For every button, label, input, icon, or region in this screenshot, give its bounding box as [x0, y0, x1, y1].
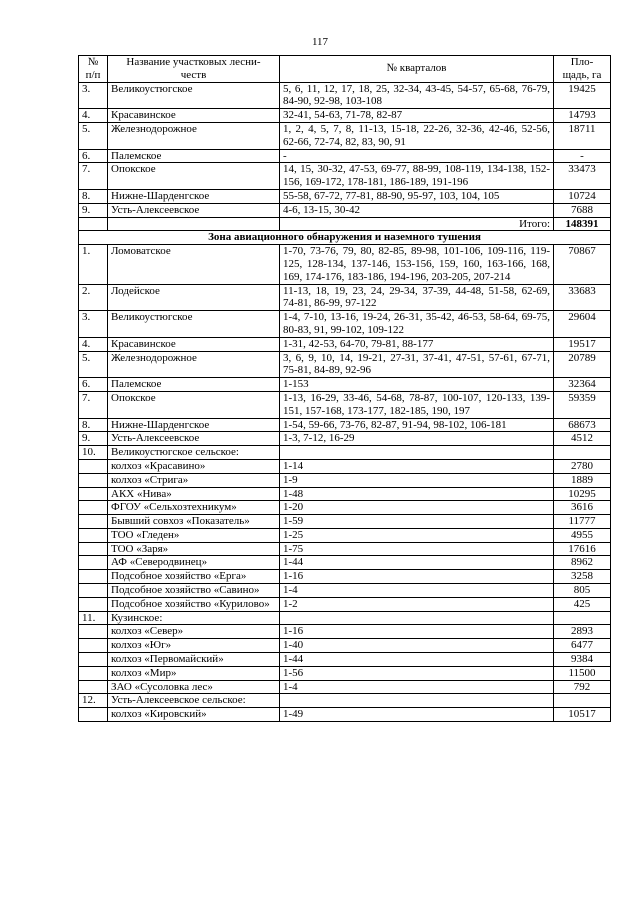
area-value: 2780 — [554, 459, 611, 473]
quarters-list: 1-16 — [280, 625, 554, 639]
area-value: 6477 — [554, 639, 611, 653]
sub-row — [79, 708, 611, 722]
area-value: 4512 — [554, 432, 611, 446]
area-value: 8962 — [554, 556, 611, 570]
table-row — [79, 418, 611, 432]
area-value: 33683 — [554, 284, 611, 311]
quarters-list: 1-4 — [280, 584, 554, 598]
empty-cell — [79, 556, 108, 570]
quarters-list: 11-13, 18, 19, 23, 24, 29-34, 37-39, 44-48, 51-58, 62-69, 74-81, 86-99, 97-122 — [280, 284, 554, 311]
quarters-list: 1-2 — [280, 597, 554, 611]
row-number: 4. — [79, 337, 108, 351]
quarters-list: 4-6, 13-15, 30-42 — [280, 203, 554, 217]
area-value: 14793 — [554, 109, 611, 123]
empty-cell — [79, 515, 108, 529]
sub-name: ФГОУ «Сельхозтехникум» — [108, 501, 280, 515]
empty-cell — [79, 473, 108, 487]
area-value: 792 — [554, 680, 611, 694]
row-number: 9. — [79, 203, 108, 217]
area-value: 19425 — [554, 82, 611, 109]
quarters-list: 32-41, 54-63, 71-78, 82-87 — [280, 109, 554, 123]
empty-cell — [79, 625, 108, 639]
area-value: 19517 — [554, 337, 611, 351]
sub-name: колхоз «Красавино» — [108, 459, 280, 473]
group-title: Кузинское: — [108, 611, 280, 625]
quarters-list: 1-54, 59-66, 73-76, 82-87, 91-94, 98-102, 106-181 — [280, 418, 554, 432]
sub-name: колхоз «Кировский» — [108, 708, 280, 722]
quarters-list: 1-25 — [280, 528, 554, 542]
area-value: 2893 — [554, 625, 611, 639]
sub-name: ТОО «Заря» — [108, 542, 280, 556]
row-number: 8. — [79, 418, 108, 432]
empty-cell — [79, 487, 108, 501]
quarters-list: 1, 2, 4, 5, 7, 8, 11-13, 15-18, 22-26, 32-36, 42-46, 52-56, 62-66, 72-74, 82, 83, 90, 91 — [280, 122, 554, 149]
sub-row — [79, 542, 611, 556]
empty-cell — [79, 217, 108, 231]
sub-row — [79, 570, 611, 584]
forestry-name: Великоустюгское — [108, 311, 280, 338]
zone-title: Зона авиационного обнаружения и наземного тушения — [79, 231, 611, 245]
empty-cell — [554, 611, 611, 625]
quarters-list: 1-49 — [280, 708, 554, 722]
area-value: - — [554, 149, 611, 163]
forestry-name: Красавинское — [108, 337, 280, 351]
area-value: 1889 — [554, 473, 611, 487]
quarters-list: 1-75 — [280, 542, 554, 556]
area-value: 20789 — [554, 351, 611, 378]
sub-row — [79, 584, 611, 598]
area-value: 11500 — [554, 666, 611, 680]
area-value: 425 — [554, 597, 611, 611]
sub-row — [79, 528, 611, 542]
empty-cell — [280, 611, 554, 625]
forestry-table — [78, 55, 611, 722]
area-value: 4955 — [554, 528, 611, 542]
quarters-list: 14, 15, 30-32, 47-53, 69-77, 88-99, 108-119, 134-138, 152-156, 169-172, 178-181, 186-189, 191-196 — [280, 163, 554, 190]
empty-cell — [554, 694, 611, 708]
forestry-name: Палемское — [108, 378, 280, 392]
area-value: 10517 — [554, 708, 611, 722]
empty-cell — [280, 446, 554, 460]
area-value: 33473 — [554, 163, 611, 190]
total-row — [79, 217, 611, 231]
sub-name: колхоз «Юг» — [108, 639, 280, 653]
empty-cell — [79, 653, 108, 667]
empty-cell — [280, 694, 554, 708]
table-row — [79, 189, 611, 203]
sub-row — [79, 501, 611, 515]
area-value: 18711 — [554, 122, 611, 149]
quarters-list: 1-70, 73-76, 79, 80, 82-85, 89-98, 101-106, 109-116, 119-125, 128-134, 137-146, 153-156, 159, 160, 163-166, 168, 169, 174-176, 183-186, 194-196, 203-205, 207-214 — [280, 245, 554, 284]
zone-title-row — [79, 231, 611, 245]
quarters-list: 5, 6, 11, 12, 17, 18, 25, 32-34, 43-45, 54-57, 65-68, 76-79, 84-90, 92-98, 103-108 — [280, 82, 554, 109]
area-value: 59359 — [554, 391, 611, 418]
empty-cell — [79, 459, 108, 473]
forestry-name: Палемское — [108, 149, 280, 163]
forestry-name: Усть-Алексеевское — [108, 203, 280, 217]
empty-cell — [79, 528, 108, 542]
sub-row — [79, 459, 611, 473]
total-label: Итого: — [280, 217, 554, 231]
quarters-list: 1-4, 7-10, 13-16, 19-24, 26-31, 35-42, 46-53, 58-64, 69-75, 80-83, 91, 99-102, 109-122 — [280, 311, 554, 338]
table-header-row — [79, 56, 611, 83]
table-row — [79, 391, 611, 418]
forestry-name: Железнодорожное — [108, 122, 280, 149]
empty-cell — [79, 666, 108, 680]
table-row — [79, 337, 611, 351]
empty-cell — [79, 584, 108, 598]
forestry-name: Опокское — [108, 391, 280, 418]
area-value: 17616 — [554, 542, 611, 556]
quarters-list: 1-16 — [280, 570, 554, 584]
table-row — [79, 378, 611, 392]
sub-name: Подсобное хозяйство «Савино» — [108, 584, 280, 598]
group-title-row — [79, 446, 611, 460]
quarters-list: 1-13, 16-29, 33-46, 54-68, 78-87, 100-107, 120-133, 139-151, 157-168, 173-177, 182-185, 190, 197 — [280, 391, 554, 418]
sub-name: колхоз «Первомайский» — [108, 653, 280, 667]
area-value: 68673 — [554, 418, 611, 432]
area-value: 7688 — [554, 203, 611, 217]
quarters-list: 1-20 — [280, 501, 554, 515]
sub-row — [79, 473, 611, 487]
header-num: № п/п — [79, 56, 108, 83]
quarters-list: 1-14 — [280, 459, 554, 473]
sub-name: колхоз «Мир» — [108, 666, 280, 680]
forestry-name: Красавинское — [108, 109, 280, 123]
group-title-row — [79, 694, 611, 708]
quarters-list: 1-4 — [280, 680, 554, 694]
table-row — [79, 163, 611, 190]
forestry-name: Усть-Алексеевское — [108, 432, 280, 446]
header-area: Пло- щадь, га — [554, 56, 611, 83]
forestry-name: Нижне-Шарденгское — [108, 418, 280, 432]
header-quarters: № кварталов — [280, 56, 554, 83]
sub-name: АКХ «Нива» — [108, 487, 280, 501]
empty-cell — [79, 570, 108, 584]
sub-row — [79, 625, 611, 639]
row-number: 10. — [79, 446, 108, 460]
area-value: 805 — [554, 584, 611, 598]
sub-row — [79, 680, 611, 694]
empty-cell — [79, 542, 108, 556]
total-value: 148391 — [554, 217, 611, 231]
forestry-name: Нижне-Шарденгское — [108, 189, 280, 203]
row-number: 12. — [79, 694, 108, 708]
quarters-list: 1-31, 42-53, 64-70, 79-81, 88-177 — [280, 337, 554, 351]
quarters-list: 1-44 — [280, 653, 554, 667]
table-row — [79, 311, 611, 338]
row-number: 6. — [79, 149, 108, 163]
sub-name: ЗАО «Сусоловка лес» — [108, 680, 280, 694]
empty-cell — [108, 217, 280, 231]
empty-cell — [79, 680, 108, 694]
row-number: 6. — [79, 378, 108, 392]
table-row — [79, 82, 611, 109]
forestry-name: Железнодорожное — [108, 351, 280, 378]
table-row — [79, 432, 611, 446]
row-number: 11. — [79, 611, 108, 625]
page-number: 117 — [311, 36, 329, 48]
group-title-row — [79, 611, 611, 625]
empty-cell — [79, 597, 108, 611]
quarters-list: 1-59 — [280, 515, 554, 529]
sub-name: ТОО «Гледен» — [108, 528, 280, 542]
table-row — [79, 203, 611, 217]
row-number: 2. — [79, 284, 108, 311]
sub-name: колхоз «Север» — [108, 625, 280, 639]
row-number: 3. — [79, 311, 108, 338]
area-value: 10295 — [554, 487, 611, 501]
area-value: 3616 — [554, 501, 611, 515]
sub-name: АФ «Северодвинец» — [108, 556, 280, 570]
quarters-list: 1-9 — [280, 473, 554, 487]
quarters-list: 55-58, 67-72, 77-81, 88-90, 95-97, 103, 104, 105 — [280, 189, 554, 203]
sub-row — [79, 515, 611, 529]
table-row — [79, 109, 611, 123]
row-number: 1. — [79, 245, 108, 284]
sub-row — [79, 639, 611, 653]
sub-row — [79, 666, 611, 680]
forestry-name: Лодейское — [108, 284, 280, 311]
row-number: 5. — [79, 351, 108, 378]
quarters-list: 1-153 — [280, 378, 554, 392]
row-number: 9. — [79, 432, 108, 446]
sub-row — [79, 487, 611, 501]
row-number: 3. — [79, 82, 108, 109]
group-title: Усть-Алексеевское сельское: — [108, 694, 280, 708]
area-value: 29604 — [554, 311, 611, 338]
sub-name: колхоз «Стрига» — [108, 473, 280, 487]
quarters-list: - — [280, 149, 554, 163]
forestry-name: Опокское — [108, 163, 280, 190]
sub-name: Бывший совхоз «Показатель» — [108, 515, 280, 529]
empty-cell — [79, 639, 108, 653]
empty-cell — [79, 501, 108, 515]
row-number: 7. — [79, 163, 108, 190]
sub-row — [79, 556, 611, 570]
group-title: Великоустюгское сельское: — [108, 446, 280, 460]
table-body — [79, 56, 611, 722]
area-value: 70867 — [554, 245, 611, 284]
quarters-list: 1-3, 7-12, 16-29 — [280, 432, 554, 446]
area-value: 11777 — [554, 515, 611, 529]
row-number: 4. — [79, 109, 108, 123]
table-row — [79, 149, 611, 163]
table-row — [79, 351, 611, 378]
quarters-list: 1-44 — [280, 556, 554, 570]
row-number: 8. — [79, 189, 108, 203]
sub-row — [79, 597, 611, 611]
table-row — [79, 122, 611, 149]
forestry-name: Великоустюгское — [108, 82, 280, 109]
area-value: 3258 — [554, 570, 611, 584]
area-value: 9384 — [554, 653, 611, 667]
table-row — [79, 245, 611, 284]
quarters-list: 1-56 — [280, 666, 554, 680]
quarters-list: 1-40 — [280, 639, 554, 653]
area-value: 32364 — [554, 378, 611, 392]
sub-name: Подсобное хозяйство «Курилово» — [108, 597, 280, 611]
forestry-name: Ломоватское — [108, 245, 280, 284]
quarters-list: 1-48 — [280, 487, 554, 501]
area-value: 10724 — [554, 189, 611, 203]
header-name: Название участковых лесни- честв — [108, 56, 280, 83]
table-row — [79, 284, 611, 311]
row-number: 5. — [79, 122, 108, 149]
empty-cell — [79, 708, 108, 722]
sub-row — [79, 653, 611, 667]
row-number: 7. — [79, 391, 108, 418]
quarters-list: 3, 6, 9, 10, 14, 19-21, 27-31, 37-41, 47-51, 57-61, 67-71, 75-81, 84-89, 92-96 — [280, 351, 554, 378]
empty-cell — [554, 446, 611, 460]
sub-name: Подсобное хозяйство «Ерга» — [108, 570, 280, 584]
